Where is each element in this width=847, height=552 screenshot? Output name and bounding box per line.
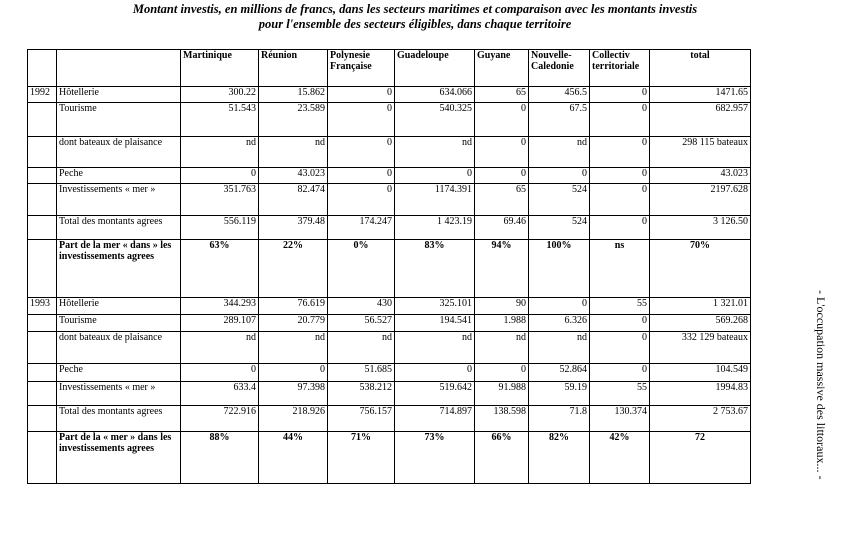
- value-cell: 72: [650, 432, 751, 484]
- row-label: Investissements « mer »: [57, 382, 181, 406]
- value-cell: 6.326: [529, 315, 590, 332]
- year-cell: [28, 103, 57, 137]
- row-label: Tourisme: [57, 103, 181, 137]
- row-label: Total des montants agrees: [57, 216, 181, 240]
- value-cell: 756.157: [328, 406, 395, 432]
- row-label: dont bateaux de plaisance: [57, 332, 181, 364]
- column-header: Guyane: [475, 50, 529, 87]
- value-cell: 71.8: [529, 406, 590, 432]
- value-cell: 538.212: [328, 382, 395, 406]
- year-cell: [28, 315, 57, 332]
- table-row: [28, 382, 751, 406]
- value-cell: 298 115 bateaux: [650, 137, 751, 168]
- row-label: Total des montants agrees: [57, 406, 181, 432]
- value-cell: 0: [590, 364, 650, 382]
- value-cell: 43.023: [650, 168, 751, 184]
- column-header: [28, 50, 57, 87]
- value-cell: nd: [181, 137, 259, 168]
- value-cell: 0: [328, 103, 395, 137]
- value-cell: 2 753.67: [650, 406, 751, 432]
- value-cell: 0: [181, 364, 259, 382]
- value-cell: 76.619: [259, 298, 328, 315]
- column-header: Réunion: [259, 50, 328, 87]
- value-cell: 22%: [259, 240, 328, 298]
- value-cell: 0: [590, 315, 650, 332]
- table-row: [28, 168, 751, 184]
- table-row: [28, 364, 751, 382]
- value-cell: 90: [475, 298, 529, 315]
- value-cell: 0: [328, 137, 395, 168]
- year-cell: [28, 184, 57, 216]
- table-row: [28, 240, 751, 298]
- value-cell: 83%: [395, 240, 475, 298]
- year-cell: 1993: [28, 298, 57, 315]
- value-cell: 130.374: [590, 406, 650, 432]
- value-cell: 524: [529, 184, 590, 216]
- title-line-2: pour l'ensemble des secteurs éligibles, dans chaque territoire: [258, 17, 572, 31]
- value-cell: 714.897: [395, 406, 475, 432]
- value-cell: 138.598: [475, 406, 529, 432]
- side-caption: [814, 290, 847, 550]
- value-cell: 94%: [475, 240, 529, 298]
- year-cell: [28, 332, 57, 364]
- table-row: [28, 87, 751, 103]
- table-body: [28, 87, 751, 484]
- value-cell: 332 129 bateaux: [650, 332, 751, 364]
- value-cell: 0: [475, 103, 529, 137]
- value-cell: 0: [395, 364, 475, 382]
- value-cell: 0: [529, 168, 590, 184]
- value-cell: nd: [259, 137, 328, 168]
- value-cell: 44%: [259, 432, 328, 484]
- value-cell: 67.5: [529, 103, 590, 137]
- year-cell: [28, 240, 57, 298]
- value-cell: 0: [590, 168, 650, 184]
- value-cell: 682.957: [650, 103, 751, 137]
- row-label: Peche: [57, 168, 181, 184]
- table-row: [28, 137, 751, 168]
- value-cell: 100%: [529, 240, 590, 298]
- value-cell: 0: [529, 298, 590, 315]
- year-cell: [28, 432, 57, 484]
- column-header: [57, 50, 181, 87]
- value-cell: 379.48: [259, 216, 328, 240]
- value-cell: 0: [590, 216, 650, 240]
- year-cell: [28, 406, 57, 432]
- value-cell: 0: [590, 137, 650, 168]
- value-cell: 0: [328, 168, 395, 184]
- value-cell: 344.293: [181, 298, 259, 315]
- value-cell: 0: [590, 103, 650, 137]
- value-cell: 524: [529, 216, 590, 240]
- value-cell: 56.527: [328, 315, 395, 332]
- year-cell: [28, 168, 57, 184]
- column-header: Collectiv territoriale: [590, 50, 650, 87]
- value-cell: 66%: [475, 432, 529, 484]
- value-cell: 174.247: [328, 216, 395, 240]
- value-cell: nd: [181, 332, 259, 364]
- column-header: Martinique: [181, 50, 259, 87]
- value-cell: 55: [590, 382, 650, 406]
- value-cell: 325.101: [395, 298, 475, 315]
- value-cell: 456.5: [529, 87, 590, 103]
- value-cell: 1.988: [475, 315, 529, 332]
- row-label: Hôtellerie: [57, 298, 181, 315]
- value-cell: 1 423.19: [395, 216, 475, 240]
- row-label: dont bateaux de plaisance: [57, 137, 181, 168]
- value-cell: 65: [475, 87, 529, 103]
- value-cell: nd: [475, 332, 529, 364]
- value-cell: 0: [181, 168, 259, 184]
- value-cell: 97.398: [259, 382, 328, 406]
- value-cell: nd: [529, 332, 590, 364]
- investment-table: [27, 49, 751, 484]
- value-cell: 52.864: [529, 364, 590, 382]
- row-label: Tourisme: [57, 315, 181, 332]
- value-cell: 194.541: [395, 315, 475, 332]
- value-cell: 0: [475, 137, 529, 168]
- value-cell: 43.023: [259, 168, 328, 184]
- value-cell: nd: [259, 332, 328, 364]
- column-header: total: [650, 50, 751, 87]
- table-row: [28, 184, 751, 216]
- value-cell: ns: [590, 240, 650, 298]
- title-line-1: Montant investis, en millions de francs, dans les secteurs maritimes et comparaison avec les montants investis: [132, 2, 698, 16]
- value-cell: 59.19: [529, 382, 590, 406]
- column-header: Nouvelle-Caledonie: [529, 50, 590, 87]
- row-label: Hôtellerie: [57, 87, 181, 103]
- row-label: Peche: [57, 364, 181, 382]
- table-row: [28, 406, 751, 432]
- row-label: Part de la mer « dans » les investissements agrees: [57, 240, 181, 298]
- row-label: Part de la « mer » dans les investissements agrees: [57, 432, 181, 484]
- column-header: Polynesie Française: [328, 50, 395, 87]
- column-header: Guadeloupe: [395, 50, 475, 87]
- value-cell: 0%: [328, 240, 395, 298]
- value-cell: 556.119: [181, 216, 259, 240]
- value-cell: 0: [395, 168, 475, 184]
- value-cell: 0: [475, 168, 529, 184]
- value-cell: nd: [395, 137, 475, 168]
- value-cell: 519.642: [395, 382, 475, 406]
- year-cell: [28, 382, 57, 406]
- table-row: [28, 315, 751, 332]
- value-cell: 82%: [529, 432, 590, 484]
- side-caption-text: - L'occupation massive des littoraux... -: [814, 290, 828, 480]
- value-cell: 70%: [650, 240, 751, 298]
- value-cell: 722.916: [181, 406, 259, 432]
- table-title: [20, 2, 810, 32]
- value-cell: 0: [328, 184, 395, 216]
- value-cell: 0: [475, 364, 529, 382]
- header-row: [28, 50, 751, 87]
- value-cell: 351.763: [181, 184, 259, 216]
- table-row: [28, 298, 751, 315]
- table-row: [28, 332, 751, 364]
- value-cell: 1471.65: [650, 87, 751, 103]
- value-cell: 1174.391: [395, 184, 475, 216]
- value-cell: 15.862: [259, 87, 328, 103]
- value-cell: 73%: [395, 432, 475, 484]
- value-cell: 20.779: [259, 315, 328, 332]
- value-cell: 3 126.50: [650, 216, 751, 240]
- table-row: [28, 103, 751, 137]
- value-cell: 0: [328, 87, 395, 103]
- value-cell: 0: [590, 87, 650, 103]
- value-cell: 88%: [181, 432, 259, 484]
- value-cell: 82.474: [259, 184, 328, 216]
- table-row: [28, 216, 751, 240]
- year-cell: [28, 364, 57, 382]
- year-cell: [28, 216, 57, 240]
- value-cell: 1 321.01: [650, 298, 751, 315]
- value-cell: 0: [590, 332, 650, 364]
- value-cell: 63%: [181, 240, 259, 298]
- value-cell: 0: [259, 364, 328, 382]
- value-cell: 300.22: [181, 87, 259, 103]
- value-cell: 1994.83: [650, 382, 751, 406]
- value-cell: 71%: [328, 432, 395, 484]
- value-cell: nd: [328, 332, 395, 364]
- value-cell: 104.549: [650, 364, 751, 382]
- value-cell: 289.107: [181, 315, 259, 332]
- value-cell: nd: [395, 332, 475, 364]
- value-cell: 2197.628: [650, 184, 751, 216]
- value-cell: 23.589: [259, 103, 328, 137]
- value-cell: 51.543: [181, 103, 259, 137]
- value-cell: 69.46: [475, 216, 529, 240]
- value-cell: 218.926: [259, 406, 328, 432]
- value-cell: 55: [590, 298, 650, 315]
- value-cell: 42%: [590, 432, 650, 484]
- value-cell: 540.325: [395, 103, 475, 137]
- value-cell: 0: [590, 184, 650, 216]
- year-cell: [28, 137, 57, 168]
- value-cell: 430: [328, 298, 395, 315]
- value-cell: 634.066: [395, 87, 475, 103]
- value-cell: 569.268: [650, 315, 751, 332]
- year-cell: 1992: [28, 87, 57, 103]
- value-cell: 51.685: [328, 364, 395, 382]
- value-cell: 633.4: [181, 382, 259, 406]
- row-label: Investissements « mer »: [57, 184, 181, 216]
- value-cell: 65: [475, 184, 529, 216]
- value-cell: nd: [529, 137, 590, 168]
- table-row: [28, 432, 751, 484]
- value-cell: 91.988: [475, 382, 529, 406]
